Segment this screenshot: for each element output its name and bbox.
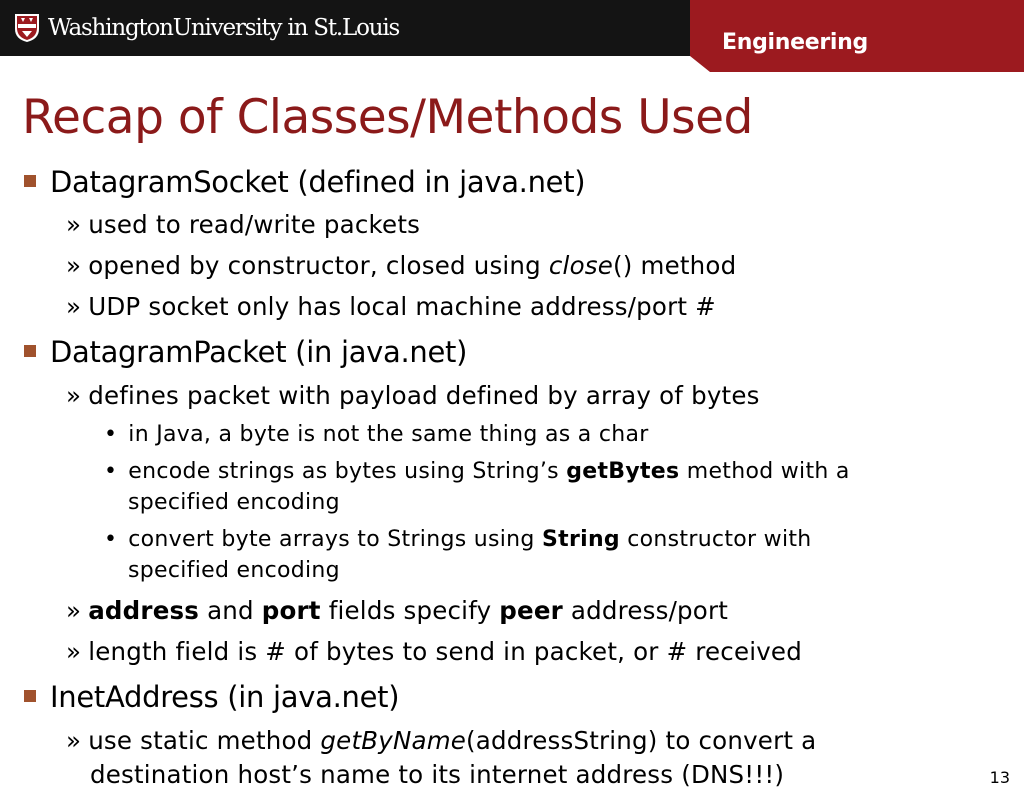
bullet-datagrampacket: DatagramPacket (in java.net)	[24, 335, 467, 369]
chevron-bullet-icon: »	[66, 292, 82, 321]
page-number: 13	[989, 768, 1010, 787]
chevron-bullet-icon: »	[66, 637, 82, 666]
sub-bullet: » use static method getByName(addressString) to convert a	[66, 726, 817, 755]
slide-title: Recap of Classes/Methods Used	[22, 90, 753, 145]
university-logo	[14, 12, 399, 44]
detail-bullet: • in Java, a byte is not the same thing as a char	[104, 422, 649, 447]
chevron-bullet-icon: »	[66, 381, 82, 410]
chevron-bullet-icon: »	[66, 210, 82, 239]
sub-bullet: » defines packet with payload defined by array of bytes	[66, 381, 760, 410]
detail-bullet: • convert byte arrays to Strings using String constructor with	[104, 527, 812, 552]
header-white-band	[0, 56, 694, 72]
square-bullet-icon	[24, 690, 36, 702]
dot-bullet-icon: •	[104, 459, 118, 484]
detail-continuation: specified encoding	[128, 558, 340, 583]
chevron-bullet-icon: »	[66, 596, 82, 625]
sub-continuation: destination host’s name to its internet address (DNS!!!)	[90, 760, 785, 789]
square-bullet-icon	[24, 175, 36, 187]
bullet-datagramsocket: DatagramSocket (defined in java.net)	[24, 165, 585, 199]
detail-bullet: • encode strings as bytes using String’s getBytes method with a	[104, 459, 850, 484]
sub-bullet: » opened by constructor, closed using close() method	[66, 251, 737, 280]
dot-bullet-icon: •	[104, 422, 118, 447]
sub-bullet: » length field is # of bytes to send in packet, or # received	[66, 637, 802, 666]
university-name: WashingtonUniversity in St.Louis	[48, 15, 400, 41]
chevron-bullet-icon: »	[66, 726, 82, 755]
sub-bullet: » address and port fields specify peer address/port	[66, 596, 729, 625]
dot-bullet-icon: •	[104, 527, 118, 552]
school-name: Engineering	[722, 30, 868, 55]
sub-bullet: » used to read/write packets	[66, 210, 421, 239]
chevron-bullet-icon: »	[66, 251, 82, 280]
square-bullet-icon	[24, 345, 36, 357]
bullet-inetaddress: InetAddress (in java.net)	[24, 680, 399, 714]
shield-icon	[14, 13, 40, 43]
header-banner	[0, 0, 1024, 72]
sub-bullet: » UDP socket only has local machine address/port #	[66, 292, 716, 321]
detail-continuation: specified encoding	[128, 490, 340, 515]
